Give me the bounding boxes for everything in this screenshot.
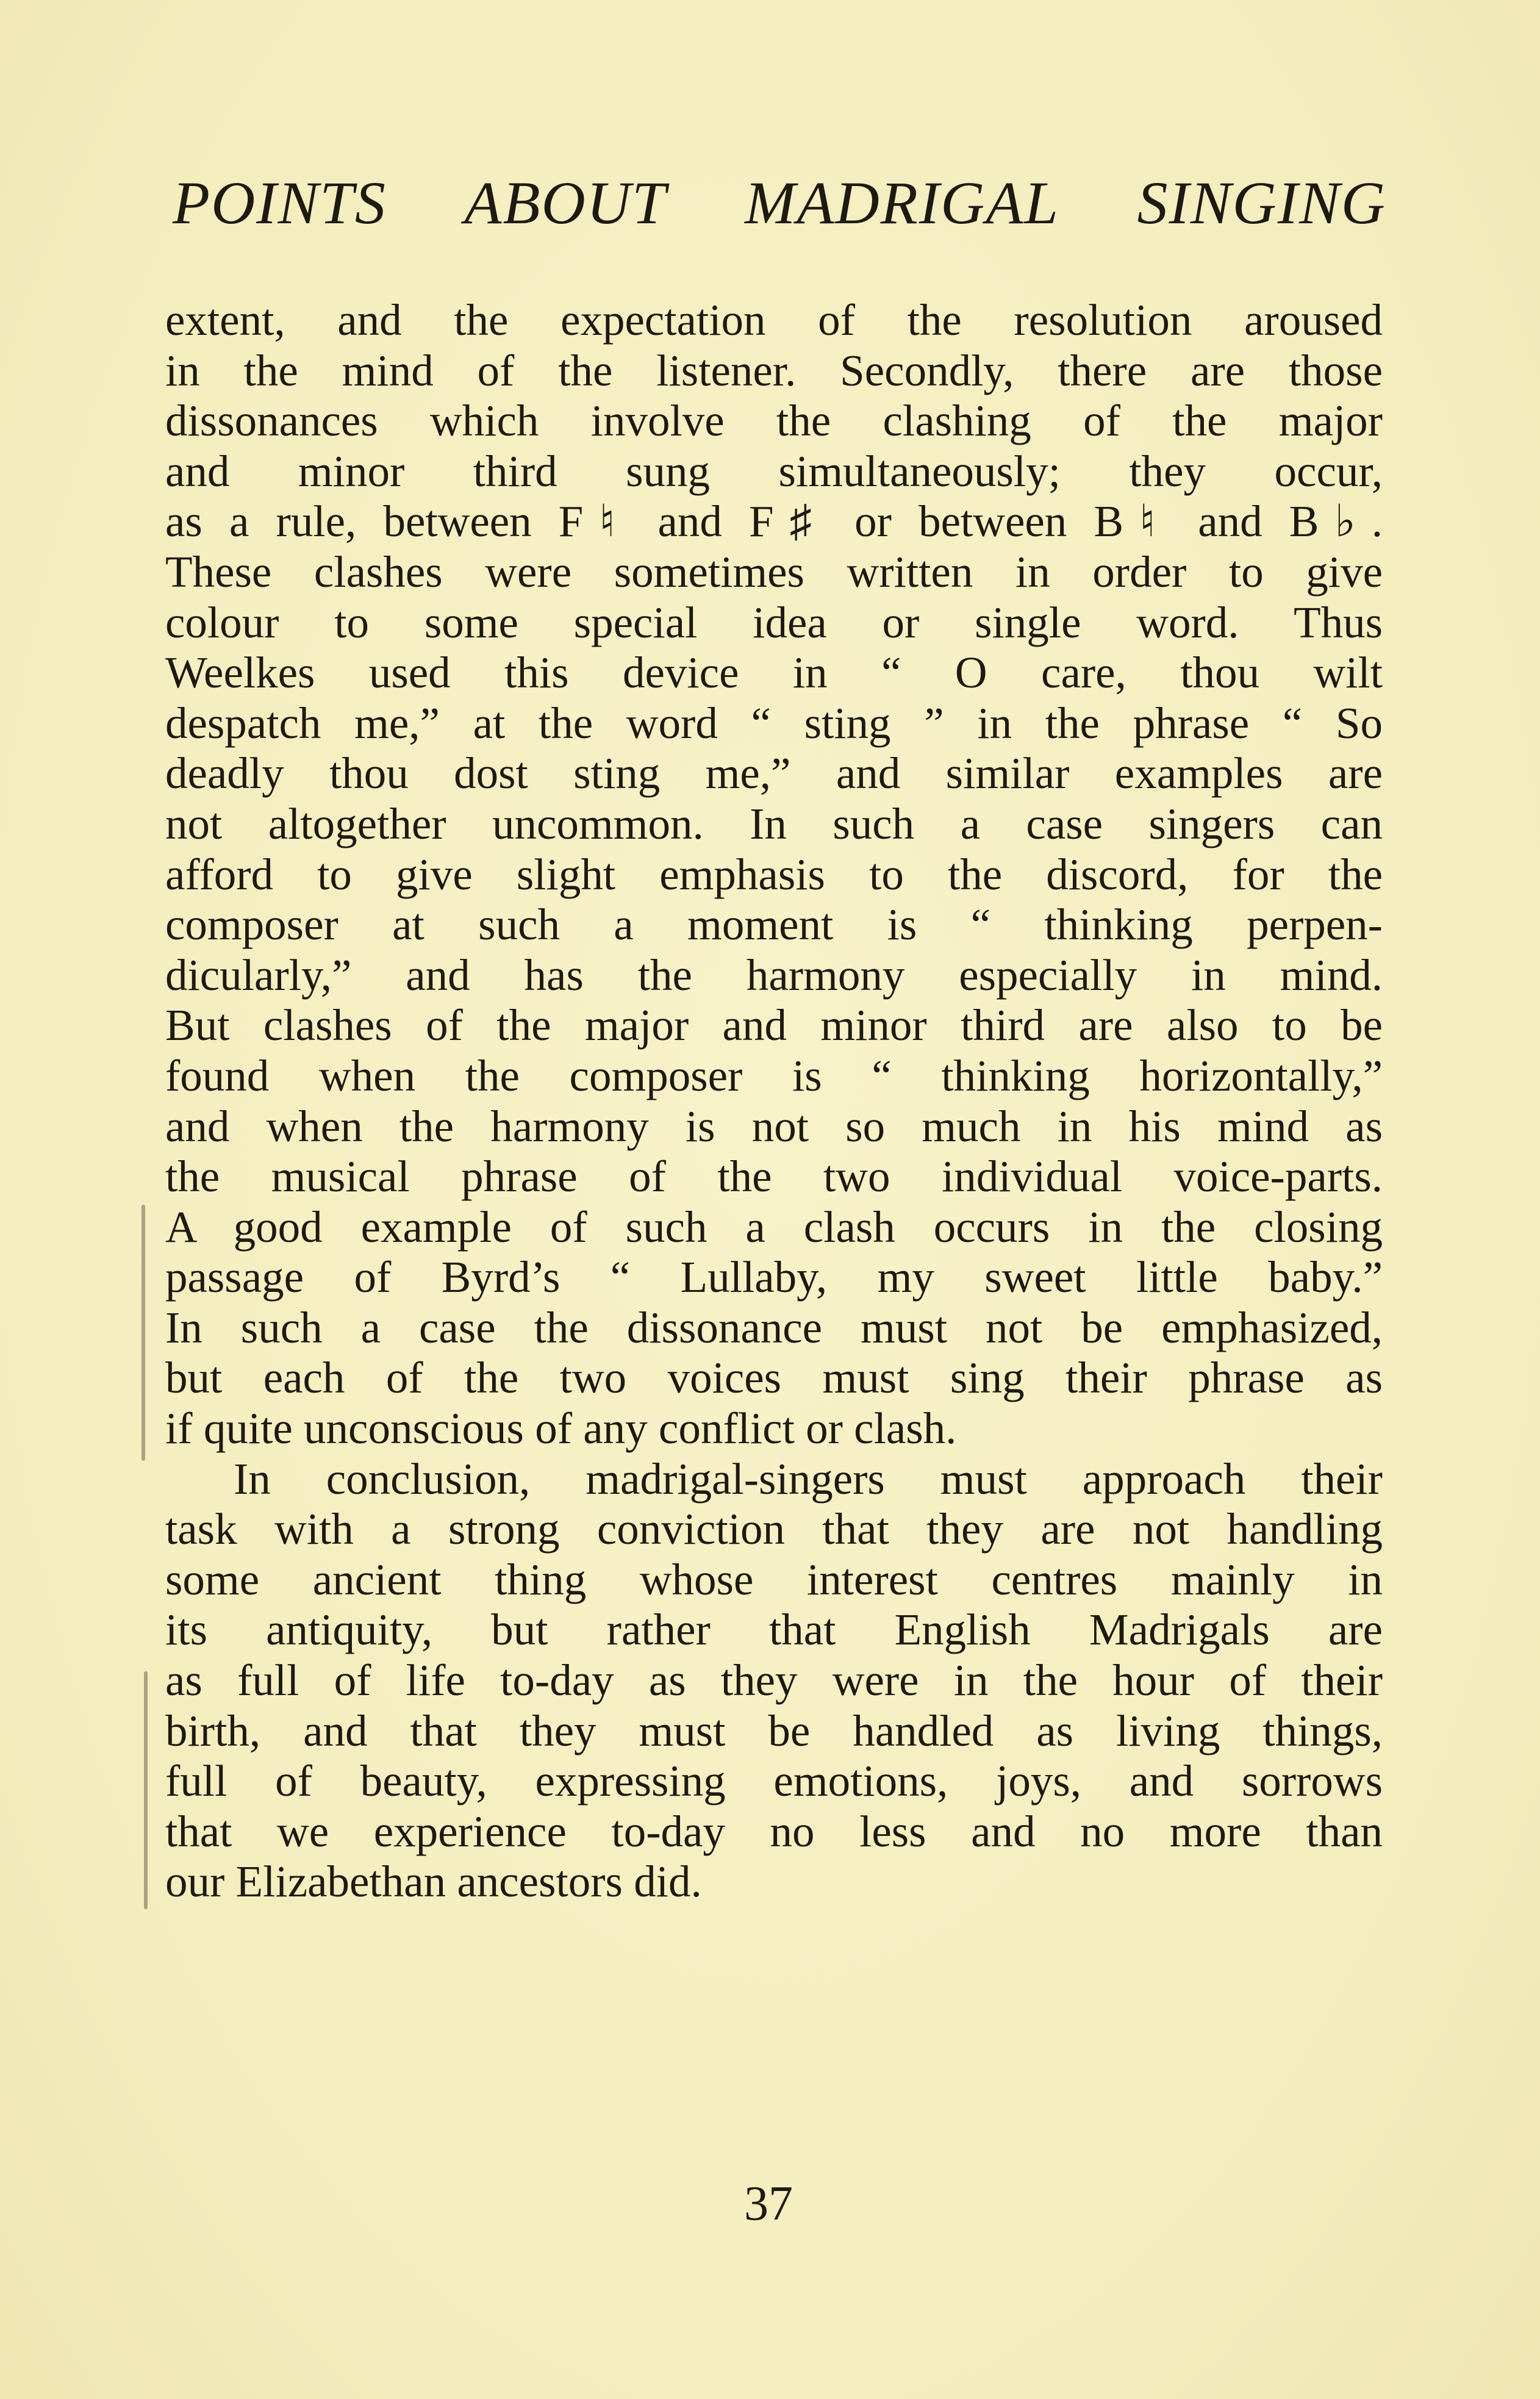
text-line: In such a case the dissonance must not be emphasized, [165,1302,1383,1352]
text-line: deadly thou dost sting me,” and similar examples are [165,748,1383,798]
text-line: birth, and that they must be handled as living things, [165,1705,1383,1755]
text-line: full of beauty, expressing emotions, joys, and sorrows [165,1756,1383,1806]
text-line: passage of Byrd’s “ Lullaby, my sweet little baby.” [165,1252,1383,1302]
text-line: that we experience to-day no less and no more than [165,1806,1383,1856]
text-line: A good example of such a clash occurs in the closing [165,1202,1383,1252]
text-line: afford to give slight emphasis to the discord, for the [165,849,1383,899]
text-line: not altogether uncommon. In such a case singers can [165,798,1383,848]
paragraph-end-line: if quite unconscious of any conflict or clash. [165,1404,957,1454]
text-line: and when the harmony is not so much in his mind as [165,1101,1383,1151]
text-line: colour to some special idea or single word. Thus [165,597,1383,647]
text-line: the musical phrase of the two individual voice-parts. [165,1152,1383,1202]
text-line: task with a strong conviction that they are not handling [165,1504,1383,1554]
paragraph-first-line: In conclusion, madrigal-singers must approach their [234,1454,1383,1504]
text-line: found when the composer is “ thinking horizontally,” [165,1050,1383,1100]
text-line: and minor third sung simultaneously; they occur, [165,446,1383,496]
text-line: in the mind of the listener. Secondly, there are those [165,345,1383,395]
text-line: some ancient thing whose interest centres mainly in [165,1554,1383,1604]
text-line: as full of life to-day as they were in the hour of their [165,1655,1383,1705]
page-number: 37 [744,2177,793,2231]
text-line: composer at such a moment is “ thinking perpen- [165,900,1383,950]
paragraph-end-line: our Elizabethan ancestors did. [165,1857,702,1907]
text-line: These clashes were sometimes written in order to give [165,547,1383,597]
text-line: despatch me,” at the word “ sting ” in the phrase “ So [165,698,1383,748]
margin-pencil-mark [144,1671,148,1909]
margin-pencil-mark [141,1205,145,1461]
text-line: as a rule, between F♮ and F♯ or between B♮ and B♭. [165,497,1383,547]
text-line: but each of the two voices must sing their phrase as [165,1353,1383,1403]
text-line: its antiquity, but rather that English Madrigals are [165,1605,1383,1655]
text-line: But clashes of the major and minor third are also to be [165,1000,1383,1050]
text-line: extent, and the expectation of the resolution aroused [165,295,1383,345]
text-line: Weelkes used this device in “ O care, thou wilt [165,648,1383,698]
running-head: POINTS ABOUT MADRIGAL SINGING [173,169,1386,237]
body-text [165,295,1383,1907]
text-line: dicularly,” and has the harmony especially in mind. [165,950,1383,1000]
text-line: dissonances which involve the clashing of the major [165,396,1383,446]
